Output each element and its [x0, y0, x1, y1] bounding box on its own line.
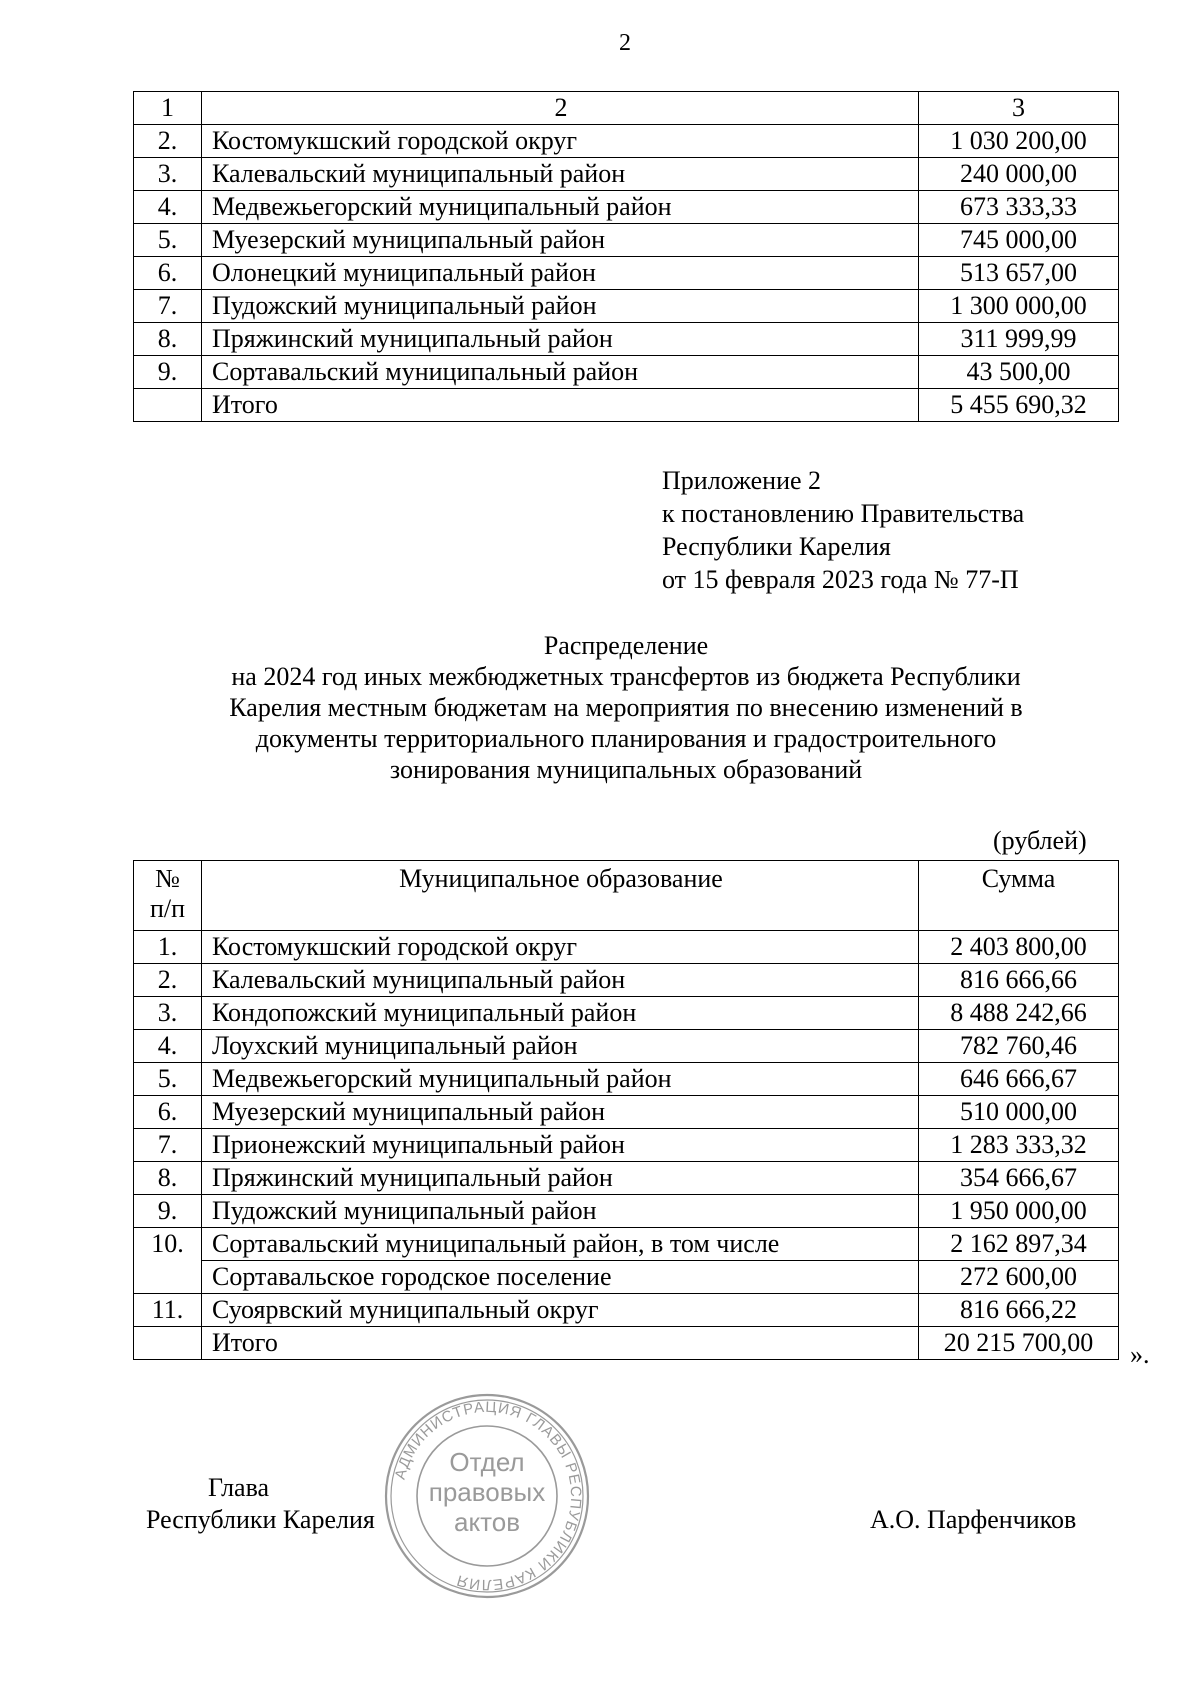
amount: 816 666,22 [919, 1294, 1119, 1327]
municipality-name: Пудожский муниципальный район [202, 290, 919, 323]
table-row [134, 1195, 1119, 1228]
heading-line: документы территориального планирования и градостроительного [255, 724, 997, 753]
amount: 2 162 897,34 [919, 1228, 1119, 1261]
table-row [134, 290, 1119, 323]
row-number: 2. [134, 964, 202, 997]
table-row [134, 997, 1119, 1030]
table-row [134, 191, 1119, 224]
municipality-name: Пряжинский муниципальный район [202, 1162, 919, 1195]
header-cell-sum: Сумма [919, 861, 1119, 931]
row-number: 9. [134, 356, 202, 389]
table-row [134, 158, 1119, 191]
amount: 782 760,46 [919, 1030, 1119, 1063]
row-number: 3. [134, 997, 202, 1030]
table-row [134, 356, 1119, 389]
table-row [134, 1063, 1119, 1096]
signatory-title: Республики Карелия [146, 1505, 375, 1534]
header-cell-name: Муниципальное образование [202, 861, 919, 931]
municipality-name: Кондопожский муниципальный район [202, 997, 919, 1030]
signatory-name: А.О. Парфенчиков [870, 1505, 1077, 1534]
row-number: 5. [134, 224, 202, 257]
row-number: 10. [134, 1228, 202, 1294]
continuation-table [133, 91, 1119, 422]
municipality-name: Калевальский муниципальный район [202, 964, 919, 997]
row-number: 4. [134, 191, 202, 224]
amount: 43 500,00 [919, 356, 1119, 389]
table-row [134, 964, 1119, 997]
total-amount: 20 215 700,00 [919, 1327, 1119, 1360]
amount: 673 333,33 [919, 191, 1119, 224]
header-cell: 2 [202, 92, 919, 125]
document-heading [133, 630, 1119, 785]
row-number: 5. [134, 1063, 202, 1096]
amount: 816 666,66 [919, 964, 1119, 997]
table-row [134, 1129, 1119, 1162]
table-row [134, 224, 1119, 257]
annex-line: Республики Карелия [662, 532, 891, 561]
municipality-name: Сортавальский муниципальный район [202, 356, 919, 389]
total-label: Итого [202, 389, 919, 422]
municipality-name: Калевальский муниципальный район [202, 158, 919, 191]
annex-reference [662, 464, 1024, 596]
municipality-name: Муезерский муниципальный район [202, 224, 919, 257]
row-number [134, 1327, 202, 1360]
row-number: 6. [134, 257, 202, 290]
total-label: Итого [202, 1327, 919, 1360]
row-number: 4. [134, 1030, 202, 1063]
stamp-center-line: правовых [428, 1477, 546, 1507]
amount: 240 000,00 [919, 158, 1119, 191]
amount: 646 666,67 [919, 1063, 1119, 1096]
row-number: 8. [134, 1162, 202, 1195]
table-row [134, 931, 1119, 964]
page-number: 2 [619, 30, 631, 56]
table-header-row [134, 92, 1119, 125]
row-number: 1. [134, 931, 202, 964]
annex-line: к постановлению Правительства [662, 499, 1025, 528]
stamp-ring-text: АДМИНИСТРАЦИЯ ГЛАВЫ РЕСПУБЛИКИ КАРЕЛИЯ [391, 1398, 585, 1594]
header-cell: 1 [134, 92, 202, 125]
header-number-line: № [155, 864, 180, 893]
table-header-row [134, 861, 1119, 931]
table-total-row [134, 1327, 1119, 1360]
row-number: 3. [134, 158, 202, 191]
row-number: 8. [134, 323, 202, 356]
amount: 272 600,00 [919, 1261, 1119, 1294]
header-cell-number [134, 861, 202, 931]
stamp-center-line: Отдел [449, 1447, 525, 1477]
amount: 1 030 200,00 [919, 125, 1119, 158]
municipality-name: Сортавальский муниципальный район, в том числе [202, 1228, 919, 1261]
municipality-name: Сортавальское городское поселение [202, 1261, 919, 1294]
table-row [134, 125, 1119, 158]
amount: 1 283 333,32 [919, 1129, 1119, 1162]
table-row [134, 1096, 1119, 1129]
municipality-name: Медвежьегорский муниципальный район [202, 191, 919, 224]
heading-line: Карелия местным бюджетам на мероприятия по внесению изменений в [229, 693, 1023, 722]
table-total-row [134, 389, 1119, 422]
amount: 1 950 000,00 [919, 1195, 1119, 1228]
amount: 311 999,99 [919, 323, 1119, 356]
row-number: 7. [134, 290, 202, 323]
table-row [134, 323, 1119, 356]
row-number [134, 389, 202, 422]
municipality-name: Пудожский муниципальный район [202, 1195, 919, 1228]
table-row [134, 1228, 1119, 1261]
table-row [134, 1294, 1119, 1327]
municipality-name: Суоярвский муниципальный округ [202, 1294, 919, 1327]
header-number-line: п/п [149, 894, 186, 923]
municipality-name: Пряжинский муниципальный район [202, 323, 919, 356]
amount: 1 300 000,00 [919, 290, 1119, 323]
table-row [134, 1162, 1119, 1195]
amount: 354 666,67 [919, 1162, 1119, 1195]
heading-line: Распределение [543, 631, 709, 660]
heading-line: зонирования муниципальных образований [389, 755, 863, 784]
row-number: 7. [134, 1129, 202, 1162]
table-subrow [134, 1261, 1119, 1294]
table-row [134, 257, 1119, 290]
municipality-name: Медвежьегорский муниципальный район [202, 1063, 919, 1096]
units-label: (рублей) [993, 826, 1087, 855]
heading-line: на 2024 год иных межбюджетных трансфертов из бюджета Республики [231, 662, 1021, 691]
municipality-name: Олонецкий муниципальный район [202, 257, 919, 290]
row-number: 9. [134, 1195, 202, 1228]
row-number: 2. [134, 125, 202, 158]
total-amount: 5 455 690,32 [919, 389, 1119, 422]
annex-line: Приложение 2 [662, 466, 822, 495]
amount: 745 000,00 [919, 224, 1119, 257]
municipality-name: Прионежский муниципальный район [202, 1129, 919, 1162]
closing-quote: ». [1130, 1340, 1150, 1369]
distribution-table [133, 860, 1119, 1360]
row-number: 11. [134, 1294, 202, 1327]
stamp-center-line: актов [453, 1507, 521, 1537]
municipality-name: Костомукшский городской округ [202, 931, 919, 964]
amount: 513 657,00 [919, 257, 1119, 290]
amount: 8 488 242,66 [919, 997, 1119, 1030]
amount: 2 403 800,00 [919, 931, 1119, 964]
municipality-name: Лоухский муниципальный район [202, 1030, 919, 1063]
signatory-title: Глава [208, 1473, 270, 1502]
header-cell: 3 [919, 92, 1119, 125]
stamp-seal [382, 1391, 592, 1601]
table-row [134, 1030, 1119, 1063]
municipality-name: Муезерский муниципальный район [202, 1096, 919, 1129]
annex-line: от 15 февраля 2023 года № 77-П [662, 565, 1019, 594]
amount: 510 000,00 [919, 1096, 1119, 1129]
row-number: 6. [134, 1096, 202, 1129]
municipality-name: Костомукшский городской округ [202, 125, 919, 158]
